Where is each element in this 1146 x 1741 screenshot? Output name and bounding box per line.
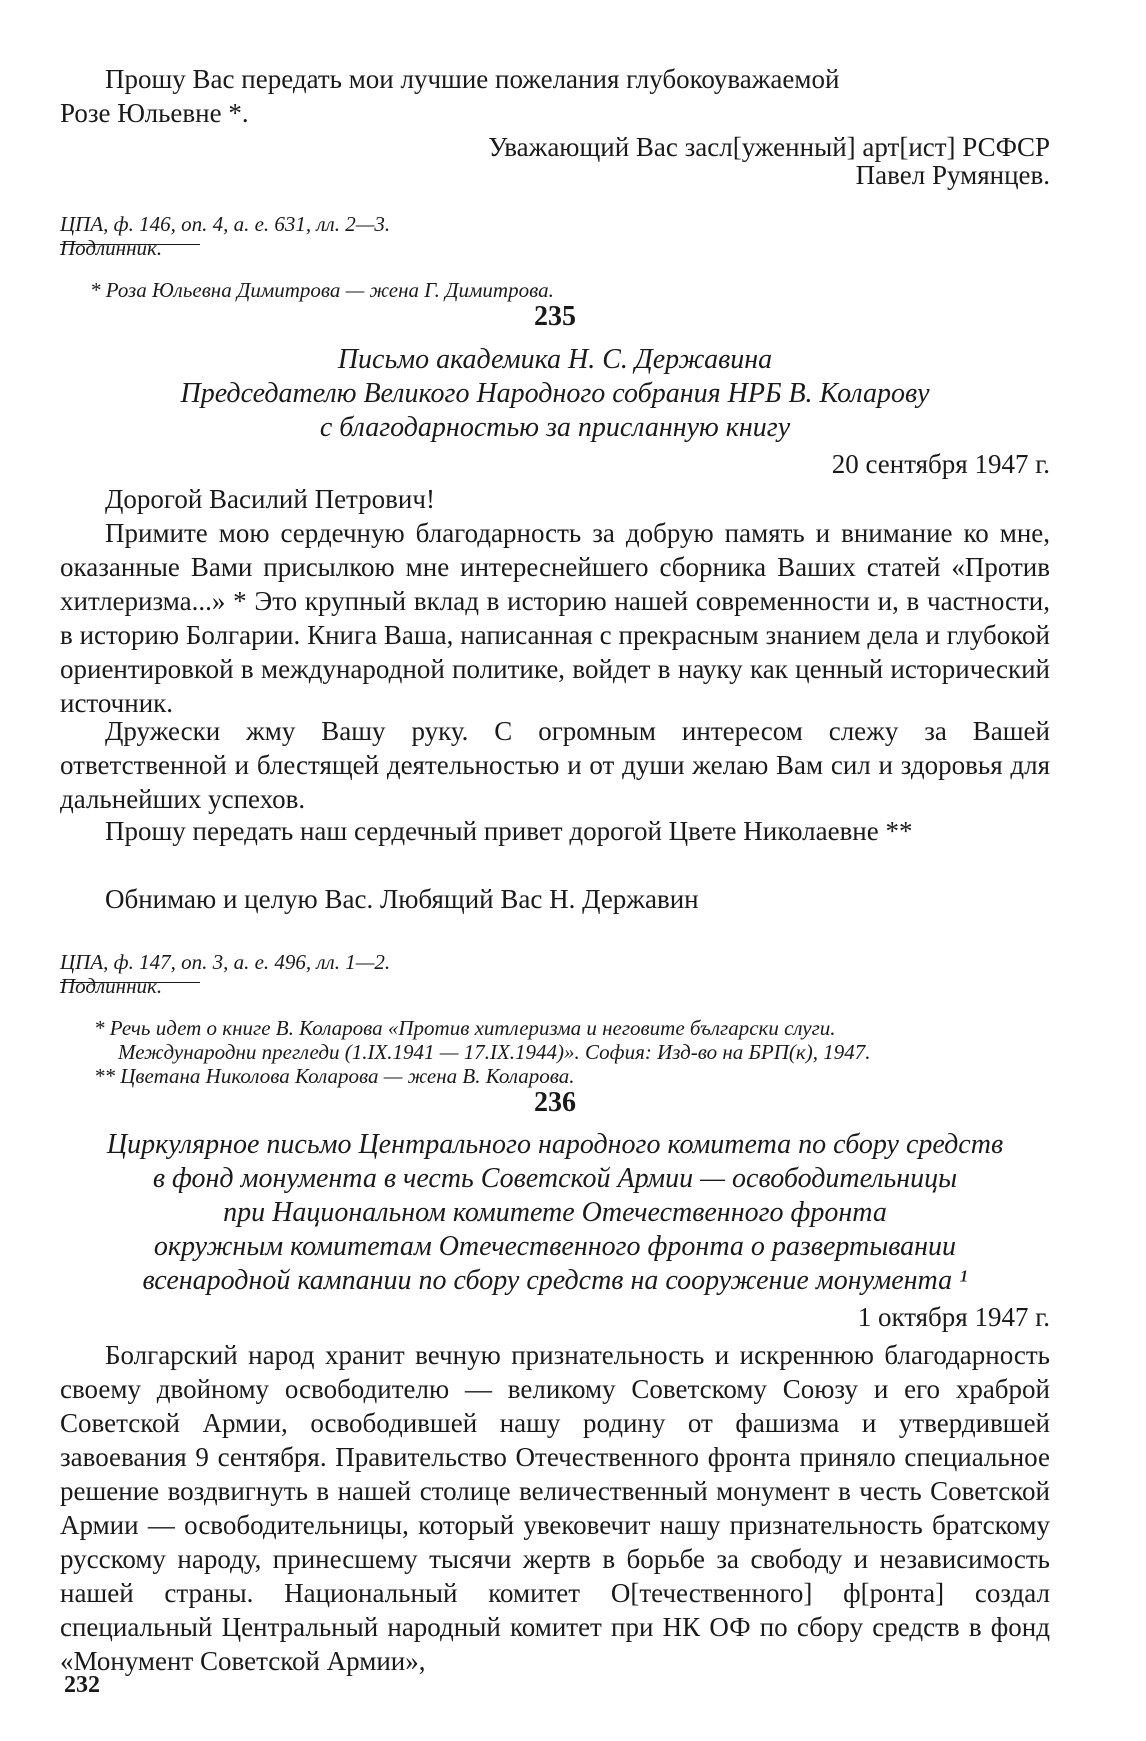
footnote-continued: Международни прегледи (1.IX.1941 — 17.IX.1944)». София: Изд-во на БРП(к), 1947.: [118, 1040, 871, 1064]
document-title-line: окружным комитетам Отечественного фронта о развертывании: [153, 1231, 957, 1262]
document-number: 236: [534, 1087, 576, 1118]
document-number: 235: [534, 301, 576, 332]
body-paragraph: Прошу передать наш сердечный привет дорогой Цвете Николаевне **: [105, 816, 913, 846]
closing-line: Прошу Вас передать мои лучшие пожелания глубокоуважаемой: [105, 64, 840, 94]
signature-line-2: Павел Румянцев.: [855, 160, 1050, 190]
archive-original: Подлинник.: [60, 974, 163, 998]
body-paragraph: Примите мою сердечную благодарность за добрую память и внимание ко мне, оказанные Вами присылкою мне интереснейшего сборника Ваших статей «Против хитлеризма...» * Это крупный вклад в историю нашей современности и, в частности, в историю Болгарии. Книга Ваша, написанная с прекрасным знанием дела и глубокой ориентировкой в международной политике, войдет в науку как ценный исторический источник.: [60, 518, 1050, 718]
body-paragraph: Болгарский народ хранит вечную признательность и искреннюю благодарность своему двойному освободителю — великому Советскому Союзу и его храброй Советской Армии, освободившей нашу родину от фашизма и утвердившей завоевания 9 сентября. Правительство Отечественного фронта приняло специальное решение воздвигнуть в нашей столице величественный монумент в честь Советской Армии — освободительницы, который увековечит нашу признательность братскому русскому народу, принесшему тысячи жертв в борьбе за свободу и независимость нашей страны. Национальный комитет О[течественного] ф[ронта] создал специальный Центральный народный комитет при НК ОФ по сбору средств в фонд «Монумент Советской Армии»,: [60, 1340, 1050, 1676]
closing-signature: Обнимаю и целую Вас. Любящий Вас Н. Державин: [105, 884, 699, 914]
document-title-line: Письмо академика Н. С. Державина: [337, 344, 773, 375]
archive-reference: ЦПА, ф. 146, оп. 4, а. е. 631, лл. 2—3.: [60, 212, 391, 236]
archive-reference: ЦПА, ф. 147, оп. 3, а. е. 496, лл. 1—2.: [60, 950, 391, 974]
footnote: ** Цветана Николова Коларова — жена В. Коларова.: [94, 1064, 575, 1088]
document-date: 20 сентября 1947 г.: [831, 449, 1050, 479]
closing-line-continued: Розе Юльевне *.: [60, 98, 249, 128]
document-title-line: Циркулярное письмо Центрального народного комитета по сбору средств: [106, 1129, 1004, 1160]
document-title-line: Председателю Великого Народного собрания НРБ В. Коларову: [180, 378, 930, 409]
document-title-line: всенародной кампании по сбору средств на сооружение монумента ¹: [142, 1265, 968, 1296]
document-title-line: с благодарностью за присланную книгу: [319, 412, 791, 443]
footnote-rule: [60, 982, 200, 983]
document-title-line: в фонд монумента в честь Советской Армии — освободительницы: [152, 1163, 958, 1194]
document-date: 1 октября 1947 г.: [857, 1302, 1050, 1332]
signature-line-1: Уважающий Вас засл[уженный] арт[ист] РСФСР: [488, 132, 1050, 162]
page-number: 232: [64, 1672, 100, 1698]
footnote: * Речь идет о книге В. Коларова «Против хитлеризма и неговите български слуги.: [94, 1016, 836, 1040]
footnote-rule: [60, 244, 200, 245]
salutation: Дорогой Василий Петрович!: [105, 484, 435, 514]
footnote: * Роза Юльевна Димитрова — жена Г. Димитрова.: [90, 278, 554, 302]
body-paragraph: Дружески жму Вашу руку. С огромным интересом слежу за Вашей ответственной и блестящей деятельностью и от души желаю Вам сил и здоровья для дальнейших успехов.: [60, 716, 1050, 814]
archive-original: Подлинник.: [60, 236, 163, 260]
document-title-line: при Национальном комитете Отечественного фронта: [223, 1197, 887, 1228]
